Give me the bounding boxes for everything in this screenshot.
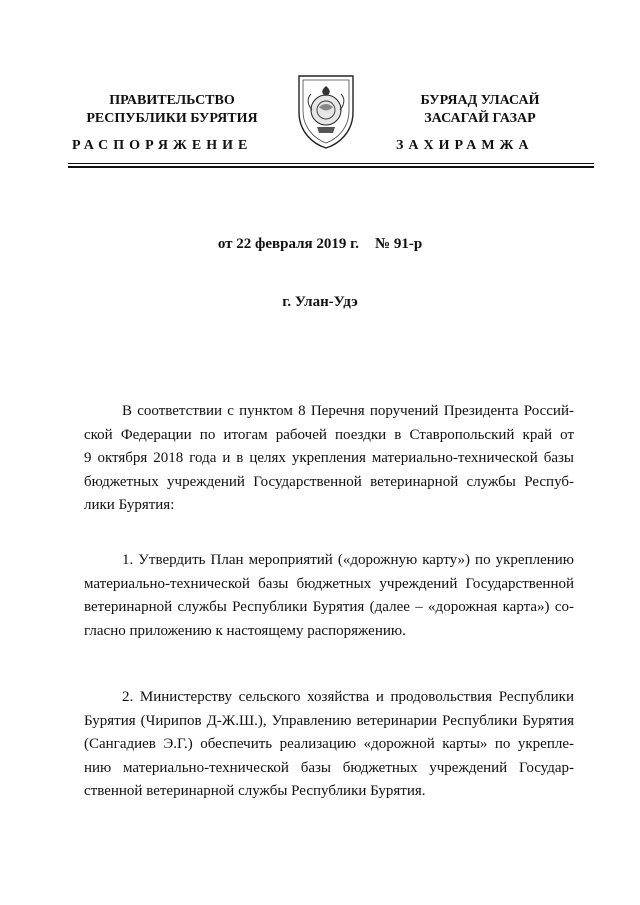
paragraph-line: гласно приложению к настоящему распоряжению. <box>84 622 406 639</box>
paragraph-line: В соответствии с пунктом 8 Перечня поручений Президента Россий- <box>122 403 574 419</box>
paragraph-line: ской Федерации по итогам рабочей поездки в Ставропольский край от <box>84 426 574 443</box>
government-name-line: РЕСПУБЛИКИ БУРЯТИЯ <box>86 111 258 126</box>
paragraph-line: Бурятия (Чирипов Д-Ж.Ш.), Управлению ветеринарии Республики Бурятия <box>84 712 574 729</box>
paragraph-line: (Сангадиев Э.Г.) обеспечить реализацию «дорожной карты» по укрепле- <box>84 736 574 752</box>
paragraph-line: ветеринарной службы Республики Бурятия (далее – «дорожная карта») со- <box>84 599 574 615</box>
government-name-russian <box>62 92 282 128</box>
paragraph-line: материально-технической базы бюджетных учреждений Государственной <box>84 575 574 592</box>
document-type-buryat: ЗАХИРАМЖА <box>396 138 534 153</box>
header-divider-thin <box>68 163 594 164</box>
paragraph-line: ственной ветеринарной службы Республики Бурятия. <box>84 783 426 799</box>
document-type-russian: РАСПОРЯЖЕНИЕ <box>72 138 253 153</box>
document-date: от 22 февраля 2019 г. <box>217 236 359 252</box>
document-number: № 91-р <box>375 236 423 252</box>
paragraph-preamble <box>84 400 574 518</box>
government-name-line: ЗАСАГАЙ ГАЗАР <box>424 111 536 126</box>
paragraph-line: лики Бурятия: <box>84 497 175 513</box>
paragraph-line: 2. Министерству сельского хозяйства и продовольствия Республики <box>122 689 574 705</box>
paragraph-line: нию материально-технической базы бюджетных учреждений Государ- <box>84 759 574 776</box>
coat-of-arms-emblem <box>293 70 359 150</box>
paragraph-item-2 <box>84 686 574 804</box>
paragraph-item-1 <box>84 549 574 643</box>
document-city: г. Улан-Удэ <box>282 294 358 310</box>
paragraph-line: 1. Утвердить План мероприятий («дорожную карту») по укреплению <box>122 552 574 568</box>
government-name-buryat <box>370 92 590 128</box>
paragraph-line: 9 октября 2018 года и в целях укрепления материально-технической базы <box>84 450 574 466</box>
document-date-number <box>0 236 640 253</box>
government-name-line: БУРЯАД УЛАСАЙ <box>420 93 540 108</box>
paragraph-line: бюджетных учреждений Государственной ветеринарной службы Респуб- <box>84 473 574 490</box>
government-name-line: ПРАВИТЕЛЬСТВО <box>109 93 235 108</box>
header-divider-thick <box>68 166 594 168</box>
